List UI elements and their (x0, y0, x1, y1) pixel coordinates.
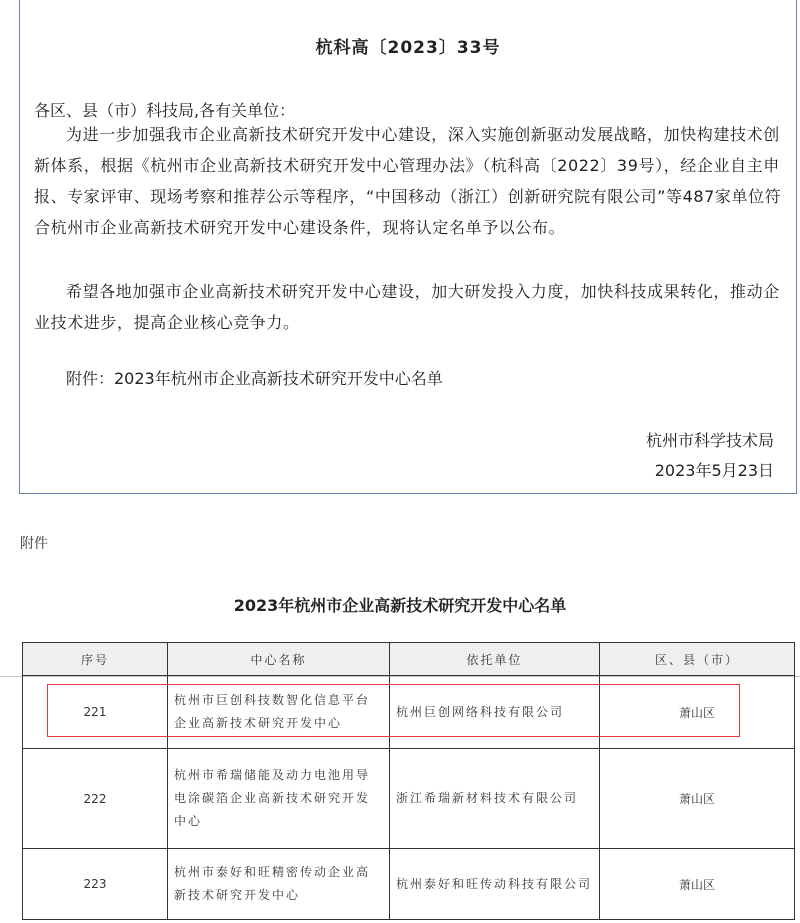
list-title: 2023年杭州市企业高新技术研究开发中心名单 (233, 596, 567, 615)
cell-no: 222 (23, 749, 168, 849)
table-row (23, 676, 795, 749)
cell-unit: 浙江希瑞新材料技术有限公司 (390, 749, 600, 849)
cell-center-name: 杭州市泰好和旺精密传动企业高新技术研究开发中心 (168, 849, 390, 920)
cell-no: 223 (23, 849, 168, 920)
cell-center-name: 杭州市巨创科技数智化信息平台企业高新技术研究开发中心 (168, 676, 390, 749)
attachment-label: 附件 (20, 536, 48, 552)
addressee: 各区、县（市）科技局,各有关单位： (34, 101, 296, 120)
header-district: 区、县（市） (600, 643, 795, 676)
attachment-line: 附件：2023年杭州市企业高新技术研究开发中心名单 (66, 369, 443, 388)
header-unit: 依托单位 (390, 643, 600, 676)
header-center-name: 中心名称 (168, 643, 390, 676)
cell-center-name: 杭州市希瑞储能及动力电池用导电涂碳箔企业高新技术研究开发中心 (168, 749, 390, 849)
body-paragraph-1: 为进一步加强我市企业高新技术研究开发中心建设，深入实施创新驱动发展战略，加快构建技术创新体系，根据《杭州市企业高新技术研究开发中心管理办法》（杭科高〔2022〕39号），经企业自主申报、专家评审、现场考察和推荐公示等程序，“中国移动（浙江）创新研究院有限公司”等487家单位符合杭州市企业高新技术研究开发中心建设条件，现将认定名单予以公布。 (34, 125, 782, 237)
cell-no: 221 (23, 676, 168, 749)
cell-district: 萧山区 (600, 849, 795, 920)
cell-district: 萧山区 (600, 749, 795, 849)
cell-unit: 杭州巨创网络科技有限公司 (390, 676, 600, 749)
table-row (23, 849, 795, 920)
table-row (23, 749, 795, 849)
signature-date: 2023年5月23日 (654, 461, 774, 480)
cell-unit: 杭州泰好和旺传动科技有限公司 (390, 849, 600, 920)
center-list-table (22, 642, 795, 920)
table-header-row (23, 643, 795, 676)
header-no: 序号 (23, 643, 168, 676)
body-paragraph-2: 希望各地加强市企业高新技术研究开发中心建设，加大研发投入力度，加快科技成果转化，推动企业技术进步，提高企业核心竞争力。 (34, 282, 780, 332)
cell-district: 萧山区 (600, 676, 795, 749)
signature-org: 杭州市科学技术局 (645, 431, 774, 450)
notice-frame (19, 0, 797, 494)
document-number: 杭科高〔2023〕33号 (315, 38, 501, 58)
